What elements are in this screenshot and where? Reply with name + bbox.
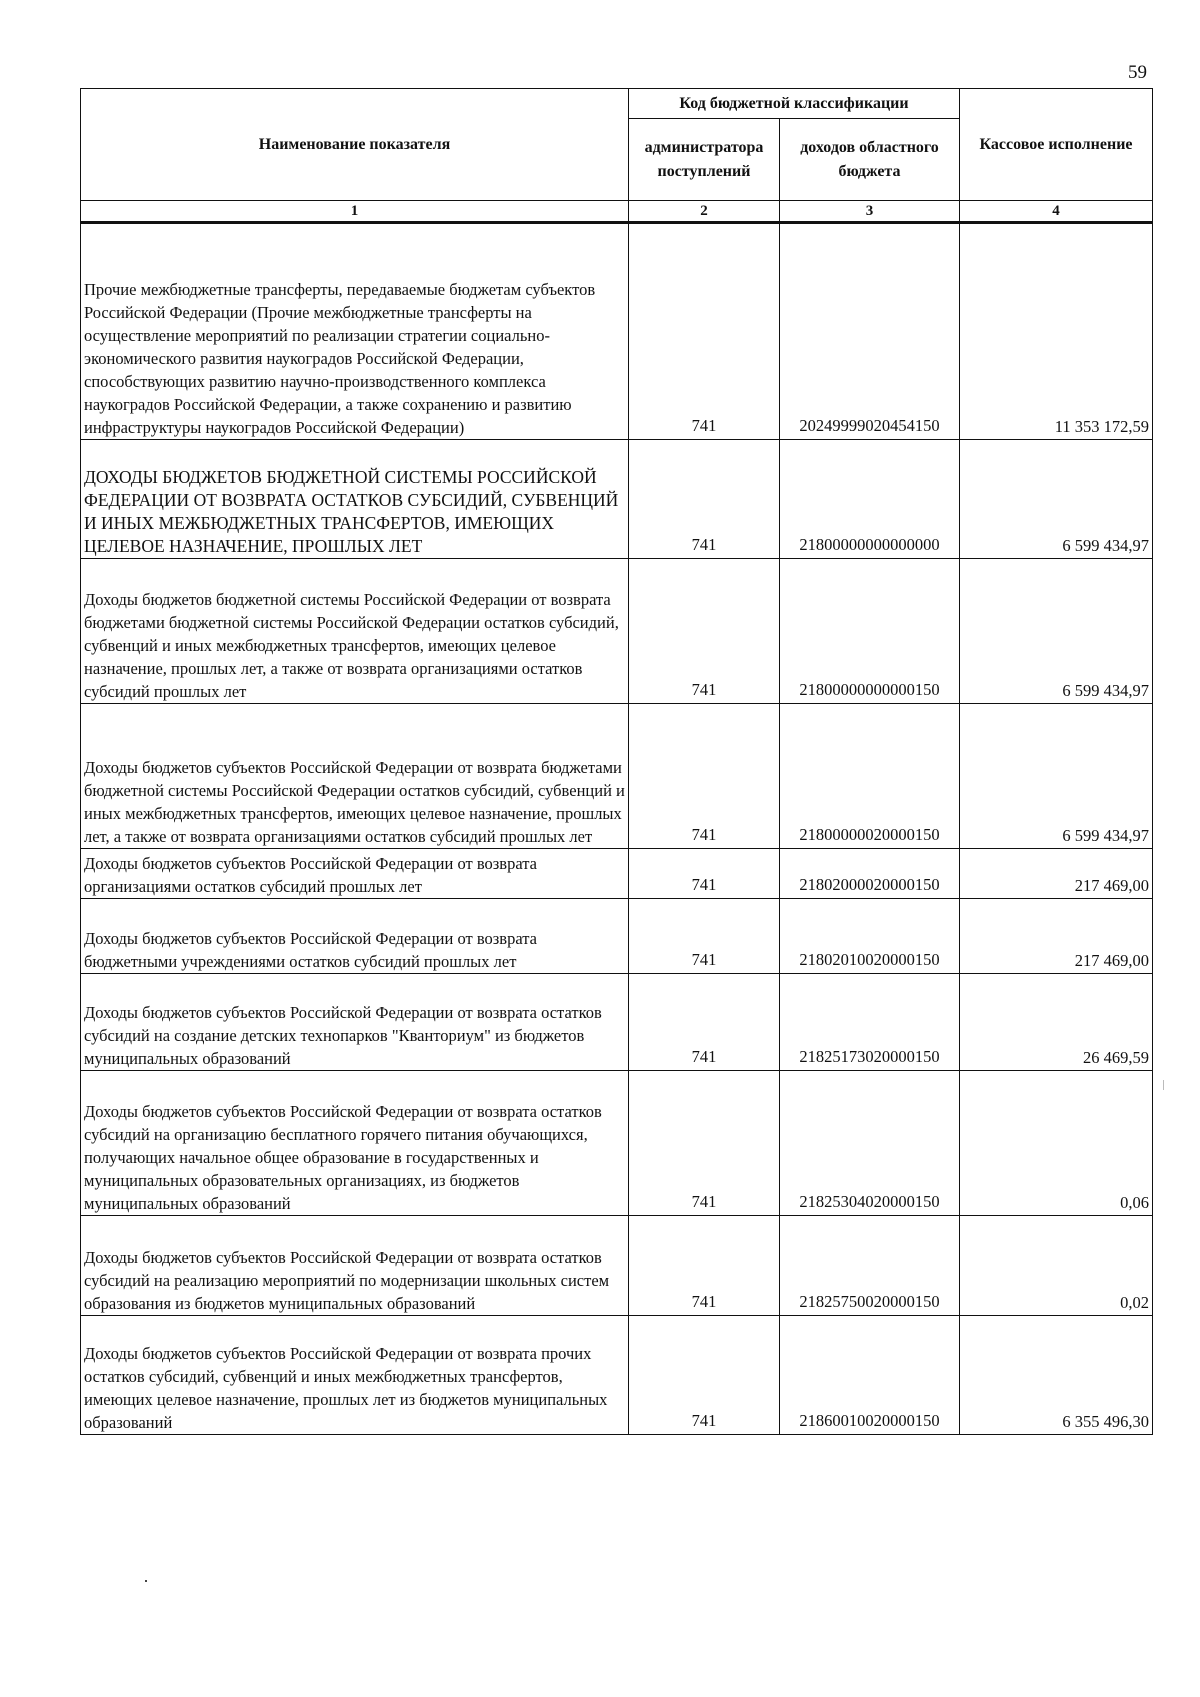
row-admin-code: 741	[629, 1216, 780, 1316]
table-row	[81, 440, 1153, 559]
row-name: Доходы бюджетов субъектов Российской Федерации от возврата бюджетами бюджетной системы Российской Федерации остатков субсидий, субвенций и иных межбюджетных трансфертов, имеющих целевое назначение, прошлых лет, а также от возврата организациями остатков субсидий прошлых лет	[81, 704, 629, 849]
row-amount: 217 469,00	[960, 849, 1153, 899]
row-budget-code: 21800000020000150	[780, 704, 960, 849]
column-number: 4	[960, 201, 1153, 223]
row-budget-code: 21802000020000150	[780, 849, 960, 899]
row-amount: 217 469,00	[960, 899, 1153, 974]
row-admin-code: 741	[629, 440, 780, 559]
row-name: Прочие межбюджетные трансферты, передаваемые бюджетам субъектов Российской Федерации (Прочие межбюджетные трансферты на осуществление мероприятий по реализации стратегии социально-экономического развития наукоградов Российской Федерации, способствующих развитию научно-производственного комплекса наукоградов Российской Федерации, а также сохранению и развитию инфраструктуры наукоградов Российской Федерации)	[81, 223, 629, 440]
row-admin-code: 741	[629, 704, 780, 849]
table-row	[81, 1316, 1153, 1435]
table-header	[81, 89, 1153, 223]
page-number: 59	[1128, 62, 1147, 83]
scan-speck	[145, 1580, 147, 1582]
row-name: Доходы бюджетов бюджетной системы Российской Федерации от возврата бюджетами бюджетной системы Российской Федерации остатков субсидий, субвенций и иных межбюджетных трансфертов, имеющих целевое назначение, прошлых лет, а также от возврата организациями остатков субсидий прошлых лет	[81, 559, 629, 704]
row-name: Доходы бюджетов субъектов Российской Федерации от возврата остатков субсидий на организацию бесплатного горячего питания обучающихся, получающих начальное общее образование в государственных и муниципальных образовательных организациях, из бюджетов муниципальных образований	[81, 1071, 629, 1216]
header-administrator: администратора поступлений	[629, 119, 780, 201]
table-row	[81, 223, 1153, 440]
row-budget-code: 21825750020000150	[780, 1216, 960, 1316]
row-name: Доходы бюджетов субъектов Российской Федерации от возврата бюджетными учреждениями остатков субсидий прошлых лет	[81, 899, 629, 974]
row-admin-code: 741	[629, 849, 780, 899]
column-number: 2	[629, 201, 780, 223]
row-amount: 0,06	[960, 1071, 1153, 1216]
row-name: Доходы бюджетов субъектов Российской Федерации от возврата прочих остатков субсидий, субвенций и иных межбюджетных трансфертов, имеющих целевое назначение, прошлых лет из бюджетов муниципальных образований	[81, 1316, 629, 1435]
header-regional-budget-income: доходов областного бюджета	[780, 119, 960, 201]
row-amount: 6 599 434,97	[960, 559, 1153, 704]
row-name: Доходы бюджетов субъектов Российской Федерации от возврата остатков субсидий на создание детских технопарков "Кванториум" из бюджетов муниципальных образований	[81, 974, 629, 1071]
row-amount: 26 469,59	[960, 974, 1153, 1071]
table-row	[81, 974, 1153, 1071]
table-row	[81, 704, 1153, 849]
header-classification-code: Код бюджетной классификации	[629, 89, 960, 119]
table-row	[81, 1071, 1153, 1216]
table-body	[81, 223, 1153, 1435]
row-amount: 11 353 172,59	[960, 223, 1153, 440]
row-budget-code: 20249999020454150	[780, 223, 960, 440]
budget-revenue-table	[80, 88, 1153, 1435]
row-budget-code: 21825304020000150	[780, 1071, 960, 1216]
scan-mark	[1163, 1080, 1164, 1090]
column-number: 3	[780, 201, 960, 223]
row-admin-code: 741	[629, 1316, 780, 1435]
table-row	[81, 1216, 1153, 1316]
row-name: ДОХОДЫ БЮДЖЕТОВ БЮДЖЕТНОЙ СИСТЕМЫ РОССИЙСКОЙ ФЕДЕРАЦИИ ОТ ВОЗВРАТА ОСТАТКОВ СУБСИДИЙ, СУБВЕНЦИЙ И ИНЫХ МЕЖБЮДЖЕТНЫХ ТРАНСФЕРТОВ, ИМЕЮЩИХ ЦЕЛЕВОЕ НАЗНАЧЕНИЕ, ПРОШЛЫХ ЛЕТ	[81, 440, 629, 559]
column-number: 1	[81, 201, 629, 223]
row-budget-code: 21860010020000150	[780, 1316, 960, 1435]
row-amount: 6 599 434,97	[960, 440, 1153, 559]
row-admin-code: 741	[629, 1071, 780, 1216]
header-cash-execution: Кассовое исполнение	[960, 89, 1153, 201]
row-budget-code: 21802010020000150	[780, 899, 960, 974]
row-admin-code: 741	[629, 899, 780, 974]
table-row	[81, 849, 1153, 899]
header-indicator-name: Наименование показателя	[81, 89, 629, 201]
row-amount: 6 599 434,97	[960, 704, 1153, 849]
row-budget-code: 21800000000000150	[780, 559, 960, 704]
row-budget-code: 21825173020000150	[780, 974, 960, 1071]
row-amount: 0,02	[960, 1216, 1153, 1316]
row-admin-code: 741	[629, 223, 780, 440]
table-row	[81, 899, 1153, 974]
row-name: Доходы бюджетов субъектов Российской Федерации от возврата остатков субсидий на реализацию мероприятий по модернизации школьных систем образования из бюджетов муниципальных образований	[81, 1216, 629, 1316]
row-admin-code: 741	[629, 974, 780, 1071]
row-admin-code: 741	[629, 559, 780, 704]
column-number-row	[81, 201, 1153, 223]
row-budget-code: 21800000000000000	[780, 440, 960, 559]
table-row	[81, 559, 1153, 704]
row-amount: 6 355 496,30	[960, 1316, 1153, 1435]
row-name: Доходы бюджетов субъектов Российской Федерации от возврата организациями остатков субсидий прошлых лет	[81, 849, 629, 899]
